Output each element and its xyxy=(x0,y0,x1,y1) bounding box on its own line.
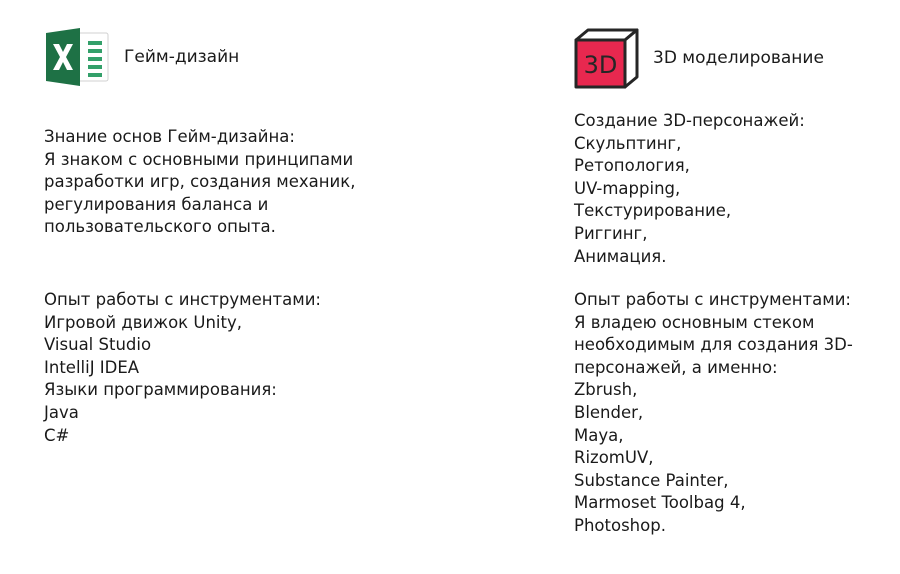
text-line: Maya, xyxy=(574,425,624,445)
3d-modeling-title: 3D моделирование xyxy=(653,48,824,68)
text-line: C# xyxy=(44,425,70,445)
text-line: Риггинг, xyxy=(574,223,648,243)
text-line: Скульптинг, xyxy=(574,133,682,153)
text-line: UV-mapping, xyxy=(574,178,681,198)
text-line: Zbrush, xyxy=(574,380,638,400)
3d-modeling-header xyxy=(573,27,824,89)
text-line: Языки программирования: xyxy=(44,380,277,400)
text-line: Текстурирование, xyxy=(574,201,732,221)
game-design-title: Гейм-дизайн xyxy=(124,47,240,67)
text-line: Substance Painter, xyxy=(574,470,729,490)
text-line: Java xyxy=(44,402,79,422)
text-line: Ретопология, xyxy=(574,156,690,176)
text-line: Visual Studio xyxy=(44,335,152,355)
game-design-knowledge-block xyxy=(44,126,355,239)
3d-character-skills-block xyxy=(574,110,805,268)
text-line: регулирования баланса и xyxy=(44,194,269,214)
game-design-tools-block xyxy=(44,289,321,447)
text-line: Опыт работы с инструментами: xyxy=(574,290,851,309)
text-line: Анимация. xyxy=(574,246,667,266)
3d-tools-block xyxy=(574,289,853,538)
text-line: Photoshop. xyxy=(574,515,666,535)
3d-cube-label: 3D xyxy=(583,51,618,79)
text-line: Игровой движок Unity, xyxy=(44,312,242,332)
text-line: Я знаком с основными принципами xyxy=(44,149,354,169)
3d-cube-icon xyxy=(573,27,639,89)
text-line: RizomUV, xyxy=(574,448,654,468)
text-line: Marmoset Toolbag 4, xyxy=(574,493,746,513)
text-line: Опыт работы с инструментами: xyxy=(44,290,321,309)
text-line: Я владею основным стеком xyxy=(574,312,815,332)
excel-icon xyxy=(44,27,110,87)
text-line: Знание основ Гейм-дизайна: xyxy=(44,127,295,146)
text-line: пользовательского опыта. xyxy=(44,217,276,237)
text-line: необходимым для создания 3D- xyxy=(574,335,853,355)
text-line: персонажей, а именно: xyxy=(574,357,778,377)
text-line: Blender, xyxy=(574,402,644,422)
text-line: разработки игр, создания механик, xyxy=(44,172,356,192)
text-line: IntelliJ IDEA xyxy=(44,357,140,377)
text-line: Создание 3D-персонажей: xyxy=(574,111,805,130)
game-design-header xyxy=(44,27,239,87)
